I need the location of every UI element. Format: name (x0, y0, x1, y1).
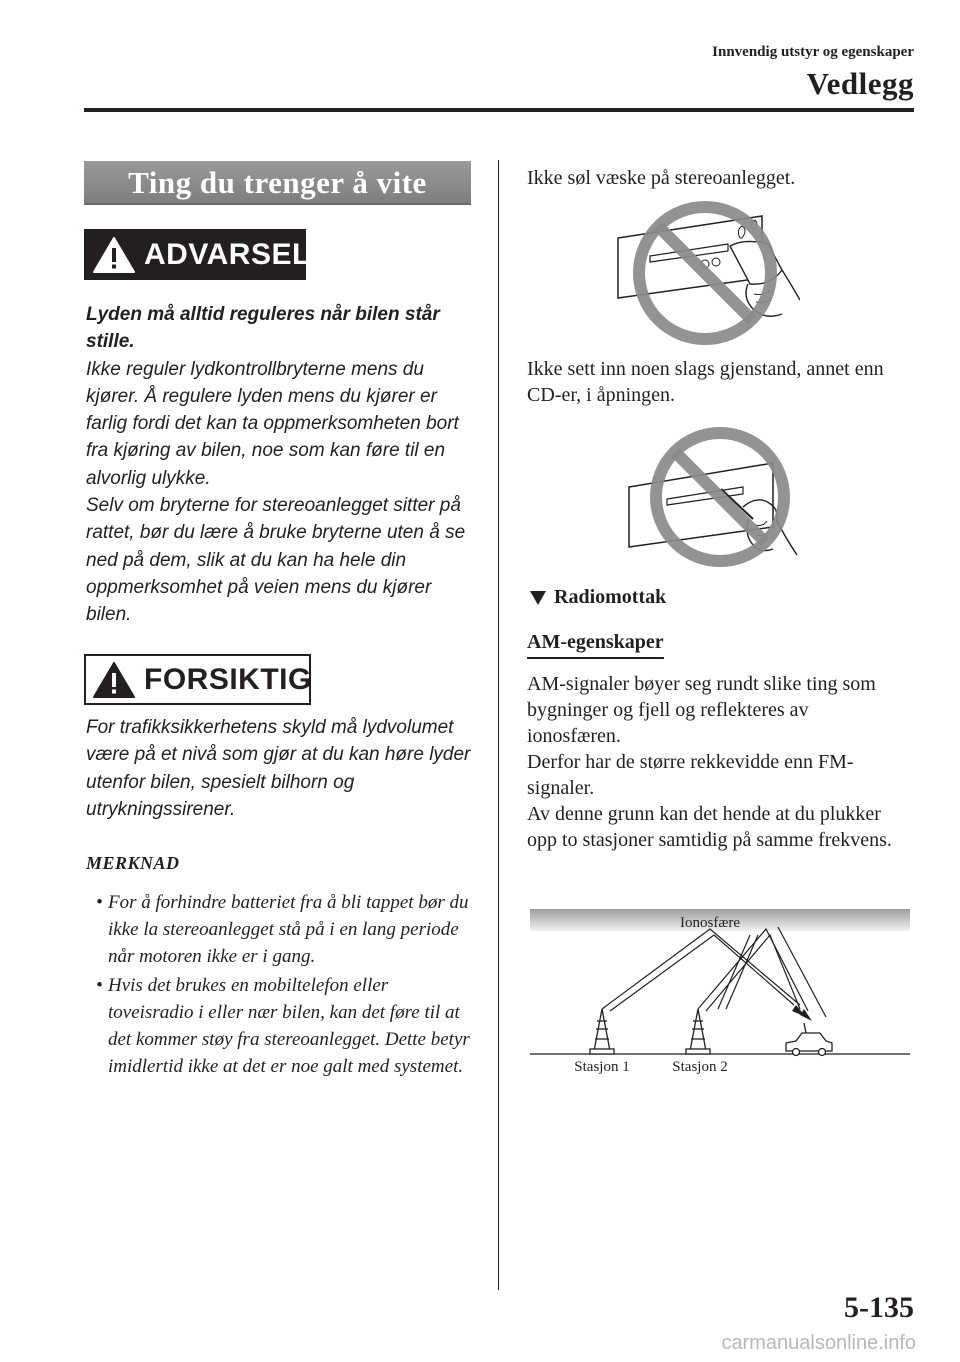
ionosphere-diagram (530, 905, 910, 1085)
station-2-tower-icon (686, 1009, 710, 1054)
notes-heading: MERKNAD (86, 853, 180, 873)
bullet: • (96, 974, 103, 996)
caution-triangle-icon (92, 660, 136, 700)
note-text: For å forhindre batteriet fra å bli tappet bør du ikke la stereoanlegget stå på i en lang periode når motoren ikke er i gang. (108, 892, 469, 968)
spill-text: Ikke søl væske på stereoanlegget. (527, 167, 796, 189)
station-1-tower-icon (590, 1009, 614, 1054)
note-item (96, 972, 478, 1081)
warning-body-2: Selv om bryterne for stereoanlegget sitter på rattet, bør du lære å bruke bryterne uten å se ned på dem, slik at du kan ha hele din oppmerksomhet på veien mens du kjører bilen. (86, 495, 466, 626)
header-rule (84, 108, 914, 112)
warning-text (86, 301, 478, 629)
warning-body: Ikke reguler lydkontrollbryterne mens du kjører. Å regulere lyden mens du kjører er farlig fordi det kan ta oppmerksomheten bort fra kjøring av bilen, noe som kan føre til en alvorlig ulykke. (86, 358, 459, 489)
no-liquid-illustration (610, 198, 800, 348)
notes-list (96, 889, 478, 1081)
no-insert-object-illustration (625, 423, 820, 573)
am-paragraph-3: Av denne grunn kan det hende at du plukker opp to stasjoner samtidig på samme frekvens. (527, 803, 892, 851)
warning-triangle-icon (92, 235, 136, 275)
am-paragraph-1: AM-signaler bøyer seg rundt slike ting som bygninger og fjell og reflekteres av ionosfæren. (527, 673, 876, 747)
station-2-label: Stasjon 2 (672, 1059, 728, 1075)
section-banner (84, 161, 471, 205)
spill-instruction (527, 165, 917, 191)
caution-label: FORSIKTIG (144, 662, 312, 696)
note-item (96, 889, 478, 971)
am-paragraphs (527, 671, 907, 853)
section-marker-icon (530, 591, 546, 605)
running-header-title: Vedlegg (806, 66, 914, 101)
insert-instruction (527, 356, 917, 408)
station-1-label: Stasjon 1 (574, 1059, 630, 1075)
section-title: Ting du trenger å vite (128, 165, 427, 200)
running-header-subtitle: Innvendig utstyr og egenskaper (712, 44, 914, 60)
radio-heading (530, 586, 666, 609)
watermark-site: carmanualsonline.info (721, 1332, 916, 1354)
car-icon (786, 1023, 832, 1056)
caution-text (86, 714, 478, 823)
column-divider (498, 160, 499, 1290)
caution-body: For trafikksikkerhetens skyld må lydvolumet være på et nivå som gjør at du kan høre lyder utenfor bilen, spesielt bilhorn og utrykningssirener. (86, 717, 471, 820)
radio-heading-text: Radiomottak (554, 586, 667, 608)
warning-heading: Lyden må alltid reguleres når bilen står stille. (86, 304, 440, 353)
bullet: • (96, 892, 103, 913)
ionosphere-label: Ionosfære (680, 915, 740, 931)
am-heading: AM-egenskaper (527, 631, 664, 659)
warning-label: ADVARSEL (144, 237, 311, 271)
warning-label-box (84, 229, 311, 280)
insert-text: Ikke sett inn noen slags gjenstand, annet enn CD-er, i åpningen. (527, 358, 884, 406)
caution-label-box (84, 654, 311, 705)
am-paragraph-2: Derfor har de større rekkevidde enn FM-signaler. (527, 751, 854, 799)
page-number: 5-135 (844, 1291, 914, 1324)
note-text: Hvis det brukes en mobiltelefon eller toveisradio i eller nær bilen, kan det føre til at det kommer støy fra stereoanlegget. Dette betyr imidlertid ikke at det er noe galt med systemet. (108, 974, 470, 1078)
